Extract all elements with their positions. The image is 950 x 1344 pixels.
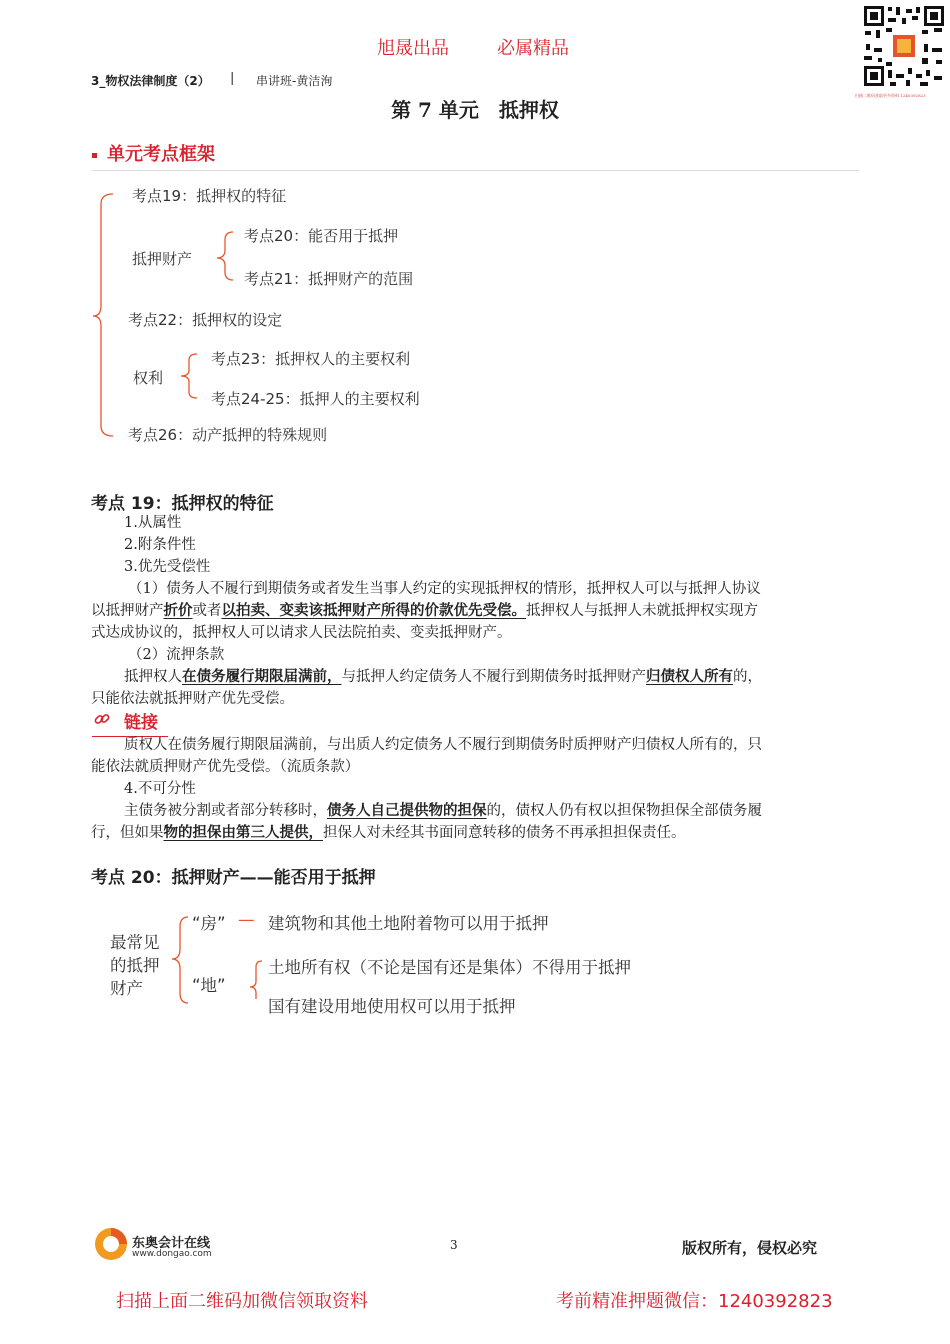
main-brace (93, 194, 113, 436)
framework-node-22: 考点22：抵押权的设定 (128, 311, 283, 329)
framework-node-21: 考点21：抵押财产的范围 (244, 270, 414, 288)
kp20-left-line1: 最常见 (110, 933, 160, 952)
section-heading-text: 单元考点框架 (107, 144, 215, 165)
kp19-item-3: 3.优先受偿性 (124, 559, 211, 575)
kp20-left-line2: 的抵押 (110, 956, 160, 975)
kp19-item-2: 2.附条件性 (124, 537, 196, 553)
kp19-para3-line2: 只能依法就抵押财产优先受偿。 (91, 691, 294, 707)
framework-node-20: 考点20：能否用于抵押 (244, 227, 399, 245)
kp20-left-line3: 财产 (110, 979, 143, 998)
kp20-land-label: “地” (192, 976, 226, 995)
framework-node-23: 考点23：抵押权人的主要权利 (211, 350, 411, 368)
link-text-line1: 质权人在债务履行期限届满前，与出质人约定债务人不履行到期债务时质押财产归债权人所有的，只 (124, 737, 762, 753)
class-name: 串讲班-黄洁洵 (256, 74, 333, 88)
framework-node-24-25: 考点24-25：抵押人的主要权利 (211, 390, 420, 408)
kp20-house-dash: — (238, 910, 255, 929)
bullet-icon (92, 153, 97, 158)
kp20-title: 考点 20：抵押财产——能否用于抵押 (91, 868, 376, 888)
wechat-label: 考前精准押题微信： (556, 1291, 718, 1312)
kp19-para4-line2: 行，但如果物的担保由第三人提供，担保人对未经其书面同意转移的债务不再承担担保责任。 (91, 824, 686, 841)
qr-code-icon (862, 4, 946, 88)
link-icon (93, 710, 111, 728)
course-title: 3_物权法律制度（2） (91, 74, 210, 88)
framework-group-rights: 权利 (133, 369, 164, 387)
kp19-para3-line1: 抵押权人在债务履行期限届满前，与抵押人约定债务人不履行到期债务时抵押财产归债权人所有的， (124, 668, 762, 685)
wechat-line (556, 1287, 833, 1313)
page-number: 3 (450, 1238, 458, 1252)
banner-left: 旭晟出品 (377, 38, 449, 59)
kp19-item-1: 1.从属性 (124, 515, 182, 531)
section-heading (92, 140, 215, 166)
kp19-para4-line1: 主债务被分割或者部分转移时，债务人自己提供物的担保的，债权人仍有权以担保物担保全部债务履 (124, 802, 762, 819)
banner-right: 必属精品 (497, 38, 569, 59)
framework-node-19: 考点19：抵押权的特征 (132, 187, 287, 205)
scan-qr-text: 扫描上面二维码加微信领取资料 (116, 1291, 368, 1312)
copyright-notice: 版权所有，侵权必究 (682, 1239, 818, 1257)
kp20-house-desc: 建筑物和其他土地附着物可以用于抵押 (268, 914, 549, 933)
kp19-para1-line3: 式达成协议的，抵押权人可以请求人民法院拍卖、变卖抵押财产。 (91, 625, 512, 641)
framework-node-26: 考点26：动产抵押的特殊规则 (128, 426, 328, 444)
logo-url: www.dongao.com (132, 1249, 212, 1259)
link-label: 链接 (124, 713, 158, 733)
kp20-left-label (110, 931, 160, 1000)
dongao-logo-icon (93, 1226, 129, 1262)
brace-property (217, 232, 233, 280)
unit-title: 第 7 单元 抵押权 (391, 98, 559, 122)
framework-group-property: 抵押财产 (132, 250, 193, 268)
link-text-line2: 能依法就质押财产优先受偿。（流质条款） (91, 759, 360, 775)
kp19-para1-line1: （1）债务人不履行到期债务或者发生当事人约定的实现抵押权的情形，抵押权人可以与抵押人协议 (128, 581, 761, 597)
kp19-para1-line2: 以抵押财产折价或者以拍卖、变卖该抵押财产所得的价款优先受偿。抵押权人与抵押人未就抵押权实现方 (91, 602, 758, 619)
divider (92, 170, 859, 171)
kp19-title: 考点 19：抵押权的特征 (91, 494, 274, 514)
logo-name: 东奥会计在线 (132, 1236, 211, 1251)
kp19-item-4: 4.不可分性 (124, 781, 196, 797)
kp20-land-item-2: 国有建设用地使用权可以用于抵押 (268, 997, 516, 1016)
qr-note: 扫描二维码获取更多资料 1240392823 (855, 93, 926, 98)
kp19-subhead-2: （2）流押条款 (128, 647, 225, 663)
kp20-house-label: “房” (192, 914, 226, 933)
brace-rights (181, 354, 197, 398)
wechat-number: 1240392823 (718, 1291, 833, 1312)
header-separator: | (230, 71, 235, 86)
kp20-land-item-1: 土地所有权（不论是国有还是集体）不得用于抵押 (268, 958, 631, 977)
